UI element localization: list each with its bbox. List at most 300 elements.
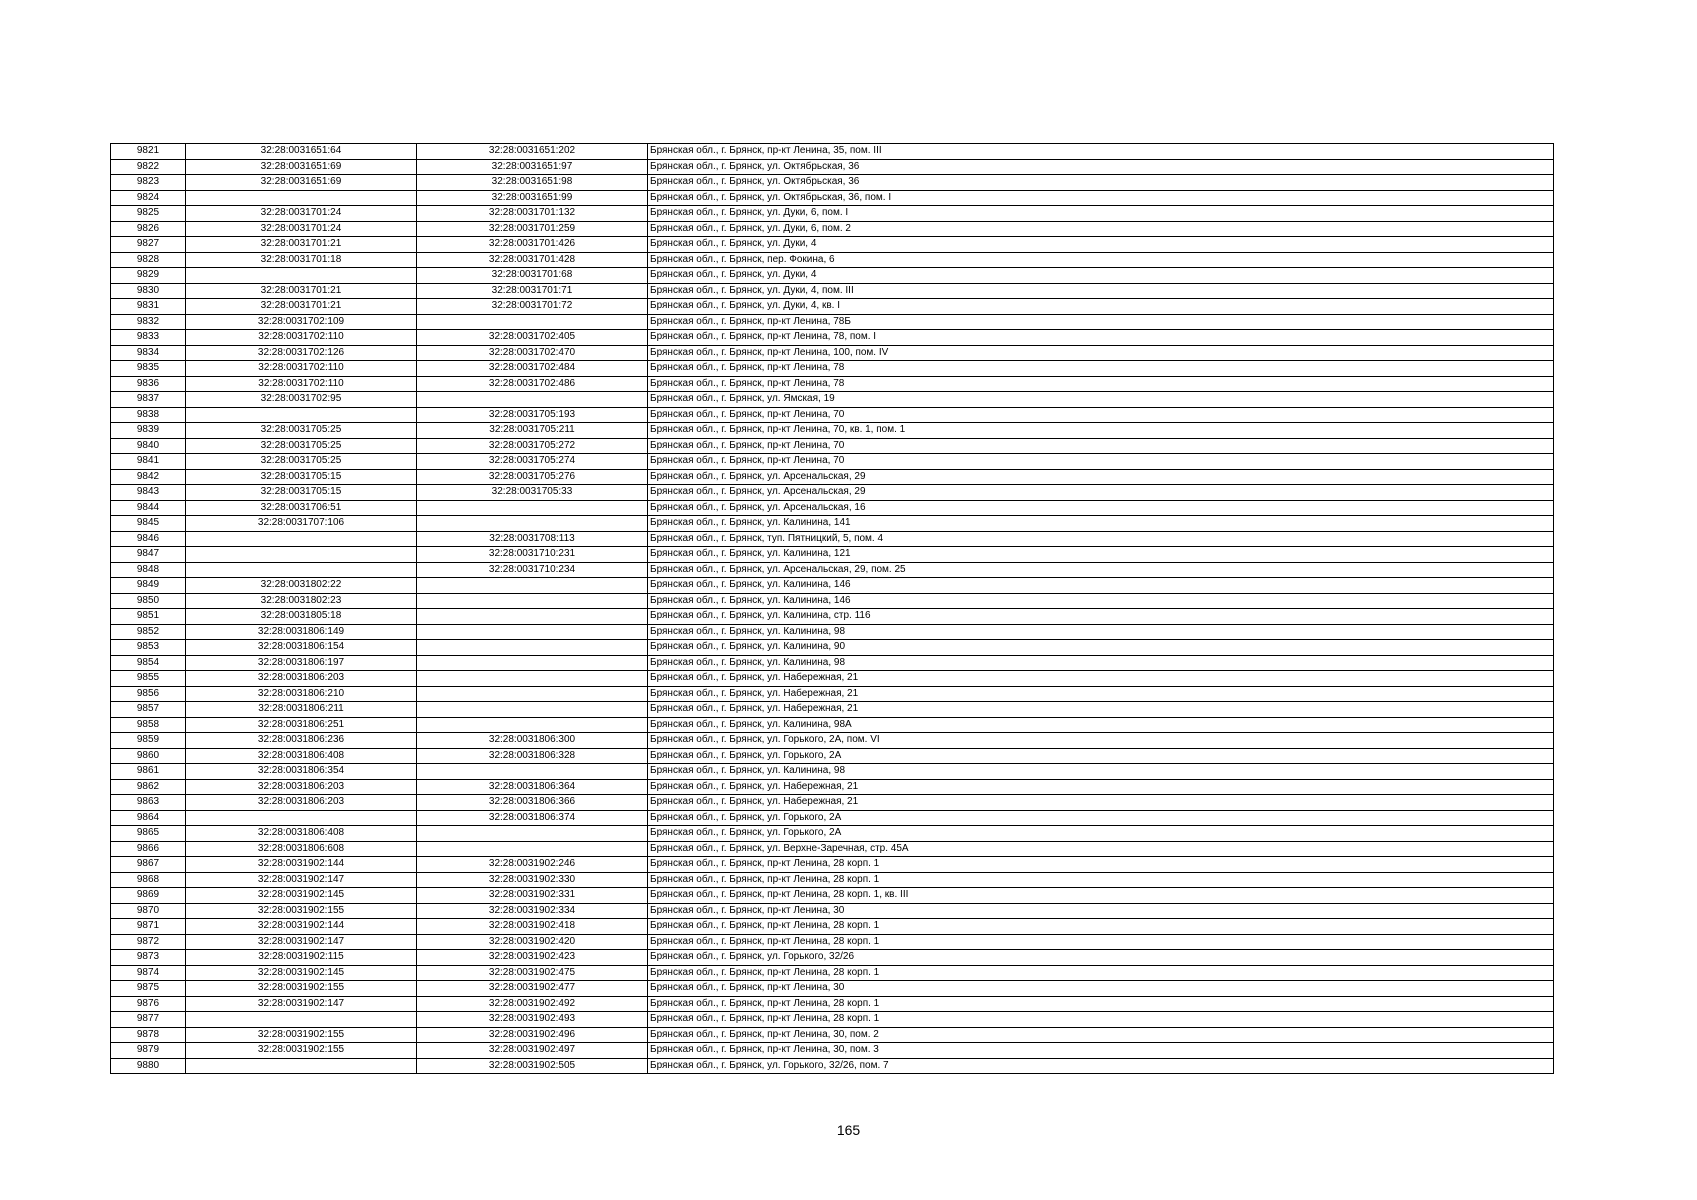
parcel-number-cell: 32:28:0031806:203 [186,671,417,687]
object-number-cell [417,640,648,656]
parcel-number-cell: 32:28:0031701:21 [186,283,417,299]
table-row [111,702,1554,718]
table-row [111,764,1554,780]
object-number-cell: 32:28:0031902:493 [417,1012,648,1028]
address-cell: Брянская обл., г. Брянск, ул. Калинина, 98 [648,624,1554,640]
address-cell: Брянская обл., г. Брянск, пр-кт Ленина, 28 корп. 1 [648,965,1554,981]
object-number-cell: 32:28:0031702:486 [417,376,648,392]
parcel-number-cell: 32:28:0031806:608 [186,841,417,857]
object-number-cell [417,826,648,842]
row-number-cell: 9829 [111,268,186,284]
address-cell: Брянская обл., г. Брянск, ул. Набережная, 21 [648,686,1554,702]
parcel-number-cell: 32:28:0031651:64 [186,144,417,160]
table-row [111,888,1554,904]
address-cell: Брянская обл., г. Брянск, пр-кт Ленина, 28 корп. 1 [648,1012,1554,1028]
row-number-cell: 9879 [111,1043,186,1059]
row-number-cell: 9856 [111,686,186,702]
address-cell: Брянская обл., г. Брянск, пр-кт Ленина, 28 корп. 1 [648,872,1554,888]
object-number-cell: 32:28:0031902:505 [417,1058,648,1074]
object-number-cell: 32:28:0031902:492 [417,996,648,1012]
row-number-cell: 9860 [111,748,186,764]
table-row [111,1058,1554,1074]
table-row [111,655,1554,671]
parcel-number-cell [186,562,417,578]
table-row [111,671,1554,687]
address-cell: Брянская обл., г. Брянск, ул. Арсенальская, 16 [648,500,1554,516]
address-cell: Брянская обл., г. Брянск, пр-кт Ленина, 78 [648,376,1554,392]
row-number-cell: 9861 [111,764,186,780]
parcel-number-cell [186,190,417,206]
object-number-cell [417,578,648,594]
row-number-cell: 9842 [111,469,186,485]
row-number-cell: 9844 [111,500,186,516]
table-row [111,454,1554,470]
address-cell: Брянская обл., г. Брянск, ул. Калинина, 98А [648,717,1554,733]
row-number-cell: 9878 [111,1027,186,1043]
object-number-cell [417,655,648,671]
object-number-cell: 32:28:0031702:484 [417,361,648,377]
object-number-cell: 32:28:0031806:374 [417,810,648,826]
row-number-cell: 9876 [111,996,186,1012]
parcel-number-cell: 32:28:0031702:126 [186,345,417,361]
address-cell: Брянская обл., г. Брянск, пр-кт Ленина, 30, пом. 3 [648,1043,1554,1059]
object-number-cell [417,841,648,857]
table-row [111,206,1554,222]
row-number-cell: 9849 [111,578,186,594]
parcel-number-cell: 32:28:0031701:21 [186,237,417,253]
row-number-cell: 9836 [111,376,186,392]
row-number-cell: 9847 [111,547,186,563]
object-number-cell: 32:28:0031701:259 [417,221,648,237]
table-row [111,562,1554,578]
row-number-cell: 9833 [111,330,186,346]
address-cell: Брянская обл., г. Брянск, пр-кт Ленина, 28 корп. 1, кв. III [648,888,1554,904]
page-number: 165 [836,1122,861,1138]
address-cell: Брянская обл., г. Брянск, ул. Октябрьская, 36 [648,159,1554,175]
row-number-cell: 9830 [111,283,186,299]
object-number-cell: 32:28:0031701:71 [417,283,648,299]
address-cell: Брянская обл., г. Брянск, пр-кт Ленина, 70, кв. 1, пом. 1 [648,423,1554,439]
object-number-cell: 32:28:0031902:334 [417,903,648,919]
cadastral-table-body [111,144,1554,1074]
object-number-cell [417,686,648,702]
object-number-cell: 32:28:0031705:274 [417,454,648,470]
address-cell: Брянская обл., г. Брянск, ул. Калинина, 121 [648,547,1554,563]
parcel-number-cell: 32:28:0031806:236 [186,733,417,749]
address-cell: Брянская обл., г. Брянск, пр-кт Ленина, 28 корп. 1 [648,996,1554,1012]
row-number-cell: 9838 [111,407,186,423]
object-number-cell: 32:28:0031902:246 [417,857,648,873]
table-row [111,857,1554,873]
object-number-cell: 32:28:0031701:428 [417,252,648,268]
address-cell: Брянская обл., г. Брянск, ул. Калинина, 146 [648,578,1554,594]
table-row [111,345,1554,361]
table-row [111,748,1554,764]
parcel-number-cell [186,810,417,826]
parcel-number-cell: 32:28:0031802:22 [186,578,417,594]
row-number-cell: 9840 [111,438,186,454]
parcel-number-cell: 32:28:0031902:147 [186,934,417,950]
address-cell: Брянская обл., г. Брянск, ул. Калинина, 98 [648,655,1554,671]
row-number-cell: 9870 [111,903,186,919]
parcel-number-cell: 32:28:0031706:51 [186,500,417,516]
object-number-cell [417,702,648,718]
parcel-number-cell: 32:28:0031705:15 [186,469,417,485]
object-number-cell: 32:28:0031651:99 [417,190,648,206]
parcel-number-cell: 32:28:0031701:18 [186,252,417,268]
row-number-cell: 9825 [111,206,186,222]
table-row [111,268,1554,284]
parcel-number-cell: 32:28:0031702:110 [186,361,417,377]
object-number-cell: 32:28:0031902:477 [417,981,648,997]
row-number-cell: 9868 [111,872,186,888]
table-row [111,423,1554,439]
parcel-number-cell: 32:28:0031705:25 [186,423,417,439]
object-number-cell [417,671,648,687]
address-cell: Брянская обл., г. Брянск, ул. Дуки, 6, пом. 2 [648,221,1554,237]
parcel-number-cell: 32:28:0031806:210 [186,686,417,702]
row-number-cell: 9862 [111,779,186,795]
object-number-cell: 32:28:0031806:366 [417,795,648,811]
address-cell: Брянская обл., г. Брянск, ул. Калинина, стр. 116 [648,609,1554,625]
table-row [111,314,1554,330]
parcel-number-cell: 32:28:0031702:95 [186,392,417,408]
address-cell: Брянская обл., г. Брянск, ул. Горького, 2А [648,826,1554,842]
object-number-cell: 32:28:0031902:497 [417,1043,648,1059]
table-row [111,578,1554,594]
row-number-cell: 9880 [111,1058,186,1074]
row-number-cell: 9865 [111,826,186,842]
table-row [111,469,1554,485]
address-cell: Брянская обл., г. Брянск, ул. Горького, 32/26, пом. 7 [648,1058,1554,1074]
row-number-cell: 9863 [111,795,186,811]
address-cell: Брянская обл., г. Брянск, ул. Калинина, 98 [648,764,1554,780]
parcel-number-cell: 32:28:0031651:69 [186,159,417,175]
object-number-cell: 32:28:0031902:496 [417,1027,648,1043]
parcel-number-cell: 32:28:0031902:145 [186,888,417,904]
row-number-cell: 9828 [111,252,186,268]
object-number-cell: 32:28:0031806:328 [417,748,648,764]
parcel-number-cell: 32:28:0031902:155 [186,1043,417,1059]
object-number-cell [417,717,648,733]
object-number-cell: 32:28:0031701:132 [417,206,648,222]
row-number-cell: 9821 [111,144,186,160]
row-number-cell: 9839 [111,423,186,439]
parcel-number-cell: 32:28:0031802:23 [186,593,417,609]
address-cell: Брянская обл., г. Брянск, ул. Набережная, 21 [648,795,1554,811]
parcel-number-cell: 32:28:0031806:154 [186,640,417,656]
table-row [111,175,1554,191]
table-row [111,686,1554,702]
address-cell: Брянская обл., г. Брянск, пр-кт Ленина, 28 корп. 1 [648,857,1554,873]
address-cell: Брянская обл., г. Брянск, пр-кт Ленина, 78 [648,361,1554,377]
parcel-number-cell [186,531,417,547]
address-cell: Брянская обл., г. Брянск, туп. Пятницкий, 5, пом. 4 [648,531,1554,547]
address-cell: Брянская обл., г. Брянск, пр-кт Ленина, 70 [648,438,1554,454]
object-number-cell [417,624,648,640]
parcel-number-cell: 32:28:0031701:24 [186,206,417,222]
row-number-cell: 9859 [111,733,186,749]
table-row [111,361,1554,377]
row-number-cell: 9877 [111,1012,186,1028]
parcel-number-cell: 32:28:0031902:155 [186,903,417,919]
parcel-number-cell: 32:28:0031902:144 [186,919,417,935]
row-number-cell: 9831 [111,299,186,315]
row-number-cell: 9855 [111,671,186,687]
parcel-number-cell [186,1012,417,1028]
parcel-number-cell: 32:28:0031902:155 [186,981,417,997]
table-row [111,903,1554,919]
parcel-number-cell: 32:28:0031806:203 [186,779,417,795]
object-number-cell: 32:28:0031702:405 [417,330,648,346]
row-number-cell: 9875 [111,981,186,997]
row-number-cell: 9843 [111,485,186,501]
object-number-cell: 32:28:0031705:211 [417,423,648,439]
object-number-cell [417,392,648,408]
parcel-number-cell: 32:28:0031902:147 [186,996,417,1012]
table-row [111,376,1554,392]
object-number-cell: 32:28:0031705:193 [417,407,648,423]
object-number-cell: 32:28:0031701:72 [417,299,648,315]
object-number-cell: 32:28:0031708:113 [417,531,648,547]
address-cell: Брянская обл., г. Брянск, ул. Дуки, 4 [648,268,1554,284]
address-cell: Брянская обл., г. Брянск, ул. Набережная, 21 [648,779,1554,795]
table-row [111,531,1554,547]
table-row [111,795,1554,811]
row-number-cell: 9852 [111,624,186,640]
table-row [111,717,1554,733]
object-number-cell [417,516,648,532]
table-row [111,872,1554,888]
parcel-number-cell: 32:28:0031806:149 [186,624,417,640]
parcel-number-cell [186,547,417,563]
object-number-cell: 32:28:0031902:418 [417,919,648,935]
row-number-cell: 9866 [111,841,186,857]
row-number-cell: 9864 [111,810,186,826]
row-number-cell: 9834 [111,345,186,361]
row-number-cell: 9869 [111,888,186,904]
object-number-cell: 32:28:0031701:426 [417,237,648,253]
object-number-cell: 32:28:0031701:68 [417,268,648,284]
parcel-number-cell [186,268,417,284]
row-number-cell: 9850 [111,593,186,609]
table-row [111,330,1554,346]
parcel-number-cell: 32:28:0031902:115 [186,950,417,966]
address-cell: Брянская обл., г. Брянск, ул. Набережная, 21 [648,702,1554,718]
parcel-number-cell: 32:28:0031806:408 [186,826,417,842]
object-number-cell: 32:28:0031710:234 [417,562,648,578]
object-number-cell: 32:28:0031702:470 [417,345,648,361]
address-cell: Брянская обл., г. Брянск, ул. Калинина, 146 [648,593,1554,609]
table-row [111,609,1554,625]
row-number-cell: 9826 [111,221,186,237]
parcel-number-cell: 32:28:0031705:15 [186,485,417,501]
address-cell: Брянская обл., г. Брянск, ул. Дуки, 6, пом. I [648,206,1554,222]
row-number-cell: 9827 [111,237,186,253]
table-row [111,407,1554,423]
address-cell: Брянская обл., г. Брянск, ул. Горького, 32/26 [648,950,1554,966]
address-cell: Брянская обл., г. Брянск, пр-кт Ленина, 70 [648,407,1554,423]
address-cell: Брянская обл., г. Брянск, ул. Горького, 2А [648,748,1554,764]
object-number-cell [417,609,648,625]
table-row [111,392,1554,408]
row-number-cell: 9867 [111,857,186,873]
table-row [111,841,1554,857]
address-cell: Брянская обл., г. Брянск, ул. Калинина, 141 [648,516,1554,532]
object-number-cell: 32:28:0031710:231 [417,547,648,563]
parcel-number-cell [186,1058,417,1074]
address-cell: Брянская обл., г. Брянск, ул. Дуки, 4, кв. I [648,299,1554,315]
row-number-cell: 9848 [111,562,186,578]
table-row [111,299,1554,315]
parcel-number-cell: 32:28:0031806:211 [186,702,417,718]
row-number-cell: 9872 [111,934,186,950]
table-row [111,516,1554,532]
row-number-cell: 9846 [111,531,186,547]
address-cell: Брянская обл., г. Брянск, пр-кт Ленина, 30 [648,981,1554,997]
address-cell: Брянская обл., г. Брянск, пер. Фокина, 6 [648,252,1554,268]
row-number-cell: 9835 [111,361,186,377]
address-cell: Брянская обл., г. Брянск, ул. Горького, 2А, пом. VI [648,733,1554,749]
table-row [111,252,1554,268]
table-row [111,919,1554,935]
address-cell: Брянская обл., г. Брянск, пр-кт Ленина, 100, пом. IV [648,345,1554,361]
row-number-cell: 9823 [111,175,186,191]
parcel-number-cell: 32:28:0031806:408 [186,748,417,764]
table-row [111,485,1554,501]
address-cell: Брянская обл., г. Брянск, пр-кт Ленина, 78, пом. I [648,330,1554,346]
parcel-number-cell: 32:28:0031701:21 [186,299,417,315]
table-row [111,1012,1554,1028]
address-cell: Брянская обл., г. Брянск, пр-кт Ленина, 35, пом. III [648,144,1554,160]
row-number-cell: 9832 [111,314,186,330]
table-row [111,221,1554,237]
parcel-number-cell [186,407,417,423]
row-number-cell: 9822 [111,159,186,175]
row-number-cell: 9857 [111,702,186,718]
parcel-number-cell: 32:28:0031705:25 [186,454,417,470]
row-number-cell: 9824 [111,190,186,206]
address-cell: Брянская обл., г. Брянск, ул. Октябрьская, 36, пом. I [648,190,1554,206]
parcel-number-cell: 32:28:0031902:147 [186,872,417,888]
table-row [111,624,1554,640]
object-number-cell: 32:28:0031651:202 [417,144,648,160]
address-cell: Брянская обл., г. Брянск, пр-кт Ленина, 28 корп. 1 [648,934,1554,950]
object-number-cell [417,500,648,516]
row-number-cell: 9854 [111,655,186,671]
parcel-number-cell: 32:28:0031701:24 [186,221,417,237]
address-cell: Брянская обл., г. Брянск, ул. Октябрьская, 36 [648,175,1554,191]
table-row [111,996,1554,1012]
table-row [111,640,1554,656]
address-cell: Брянская обл., г. Брянск, ул. Калинина, 90 [648,640,1554,656]
table-row [111,733,1554,749]
parcel-number-cell: 32:28:0031806:354 [186,764,417,780]
parcel-number-cell: 32:28:0031707:106 [186,516,417,532]
object-number-cell: 32:28:0031902:475 [417,965,648,981]
table-row [111,1027,1554,1043]
table-row [111,965,1554,981]
object-number-cell: 32:28:0031651:97 [417,159,648,175]
row-number-cell: 9873 [111,950,186,966]
address-cell: Брянская обл., г. Брянск, ул. Арсенальская, 29 [648,469,1554,485]
table-row [111,1043,1554,1059]
table-row [111,981,1554,997]
row-number-cell: 9841 [111,454,186,470]
row-number-cell: 9853 [111,640,186,656]
parcel-number-cell: 32:28:0031651:69 [186,175,417,191]
row-number-cell: 9871 [111,919,186,935]
table-row [111,283,1554,299]
address-cell: Брянская обл., г. Брянск, пр-кт Ленина, 30, пом. 2 [648,1027,1554,1043]
address-cell: Брянская обл., г. Брянск, ул. Арсенальская, 29, пом. 25 [648,562,1554,578]
object-number-cell: 32:28:0031705:272 [417,438,648,454]
table-row [111,438,1554,454]
cadastral-table [110,143,1554,1074]
parcel-number-cell: 32:28:0031806:251 [186,717,417,733]
parcel-number-cell: 32:28:0031902:145 [186,965,417,981]
object-number-cell: 32:28:0031902:420 [417,934,648,950]
address-cell: Брянская обл., г. Брянск, пр-кт Ленина, 70 [648,454,1554,470]
object-number-cell: 32:28:0031806:364 [417,779,648,795]
row-number-cell: 9837 [111,392,186,408]
object-number-cell [417,764,648,780]
table-row [111,826,1554,842]
object-number-cell [417,314,648,330]
object-number-cell [417,593,648,609]
object-number-cell: 32:28:0031705:276 [417,469,648,485]
address-cell: Брянская обл., г. Брянск, пр-кт Ленина, 28 корп. 1 [648,919,1554,935]
table-row [111,950,1554,966]
row-number-cell: 9851 [111,609,186,625]
parcel-number-cell: 32:28:0031806:203 [186,795,417,811]
object-number-cell: 32:28:0031902:423 [417,950,648,966]
address-cell: Брянская обл., г. Брянск, ул. Арсенальская, 29 [648,485,1554,501]
parcel-number-cell: 32:28:0031805:18 [186,609,417,625]
parcel-number-cell: 32:28:0031902:144 [186,857,417,873]
table-row [111,190,1554,206]
table-row [111,779,1554,795]
table-row [111,547,1554,563]
address-cell: Брянская обл., г. Брянск, ул. Верхне-Заречная, стр. 45А [648,841,1554,857]
address-cell: Брянская обл., г. Брянск, ул. Ямская, 19 [648,392,1554,408]
object-number-cell: 32:28:0031902:331 [417,888,648,904]
table-row [111,500,1554,516]
parcel-number-cell: 32:28:0031702:110 [186,376,417,392]
address-cell: Брянская обл., г. Брянск, ул. Горького, 2А [648,810,1554,826]
table-row [111,593,1554,609]
row-number-cell: 9845 [111,516,186,532]
table-row [111,237,1554,253]
row-number-cell: 9874 [111,965,186,981]
address-cell: Брянская обл., г. Брянск, ул. Набережная, 21 [648,671,1554,687]
object-number-cell: 32:28:0031902:330 [417,872,648,888]
table-row [111,144,1554,160]
parcel-number-cell: 32:28:0031902:155 [186,1027,417,1043]
parcel-number-cell: 32:28:0031702:110 [186,330,417,346]
parcel-number-cell: 32:28:0031702:109 [186,314,417,330]
object-number-cell: 32:28:0031651:98 [417,175,648,191]
row-number-cell: 9858 [111,717,186,733]
parcel-number-cell: 32:28:0031806:197 [186,655,417,671]
address-cell: Брянская обл., г. Брянск, ул. Дуки, 4, пом. III [648,283,1554,299]
table-row [111,159,1554,175]
address-cell: Брянская обл., г. Брянск, ул. Дуки, 4 [648,237,1554,253]
object-number-cell: 32:28:0031705:33 [417,485,648,501]
address-cell: Брянская обл., г. Брянск, пр-кт Ленина, 30 [648,903,1554,919]
parcel-number-cell: 32:28:0031705:25 [186,438,417,454]
table-row [111,934,1554,950]
